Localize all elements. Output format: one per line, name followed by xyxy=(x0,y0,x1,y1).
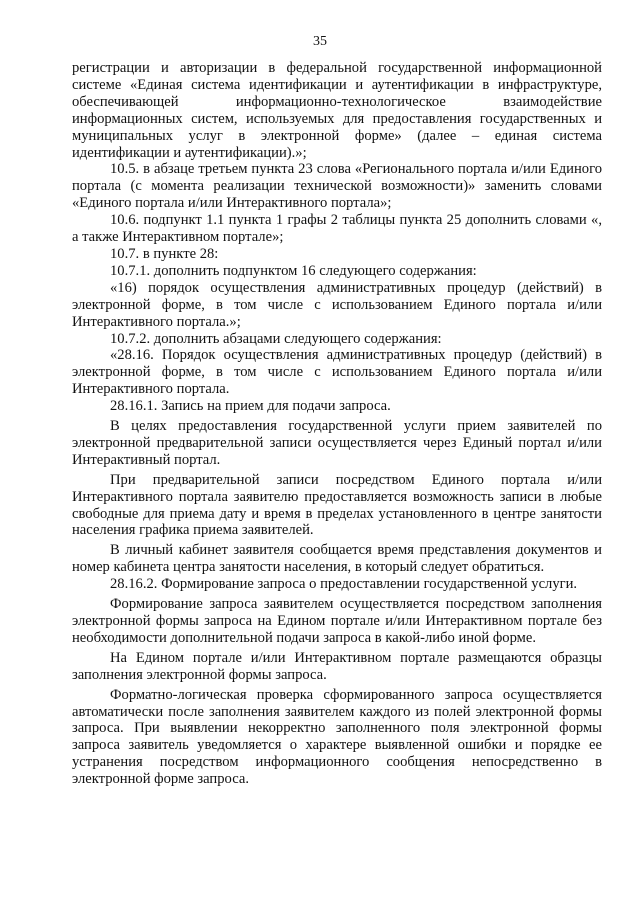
paragraph-10-6: 10.6. подпункт 1.1 пункта 1 графы 2 таблицы пункта 25 дополнить словами «, а также Интерактивном портале»; xyxy=(72,212,602,246)
page-number: 35 xyxy=(313,34,327,49)
paragraph-form-samples: На Едином портале и/или Интерактивном портале размещаются образцы заполнения электронной формы запроса. xyxy=(72,649,602,683)
paragraph-subitem-16: «16) порядок осуществления административных процедур (действий) в электронной форме, в том числе с использованием Единого портала и/или Интерактивного портала.»; xyxy=(72,279,602,330)
paragraph-28-16-2: 28.16.2. Формирование запроса о предоставлении государственной услуги. xyxy=(110,576,578,593)
paragraph-request-formation: Формирование запроса заявителем осуществляется посредством заполнения электронной формы запроса на Едином портале и/или Интерактивном портале без необходимости дополнительной подачи запроса в какой-либо иной форме. xyxy=(72,596,602,646)
paragraph-28-16: «28.16. Порядок осуществления административных процедур (действий) в электронной форме, в том числе с использованием Единого портала и/или Интерактивного портала. xyxy=(72,347,602,398)
paragraph-personal-account: В личный кабинет заявителя сообщается время представления документов и номер кабинета центра занятости населения, в который следует обратиться. xyxy=(72,542,602,576)
paragraph-format-check: Форматно-логическая проверка сформированного запроса осуществляется автоматически после заполнения заявителем каждого из полей электронной формы запроса. При выявлении некорректно заполненного поля электронной формы запроса заявитель уведомляется о характере выявленной ошибки и порядке ее устранения посредством информационного сообщения непосредственно в электронной форме запроса. xyxy=(72,686,602,788)
paragraph-10-7: 10.7. в пункте 28: xyxy=(110,245,219,262)
paragraph-continuation: регистрации и авторизации в федеральной государственной информационной системе «Единая система идентификации и аутентификации в инфраструктуре, обеспечивающей информационно-технологическое взаимодействие информационных систем, используемых для предоставления государственных и муниципальных услуг в электронной форме» (далее – единая система идентификации и аутентификации).»; xyxy=(72,60,602,161)
paragraph-28-16-1: 28.16.1. Запись на прием для подачи запроса. xyxy=(110,398,391,415)
paragraph-electronic-appointment: В целях предоставления государственной услуги прием заявителей по электронной предварительной записи осуществляется через Единый портал и/или Интерактивный портал. xyxy=(72,418,602,468)
paragraph-10-7-2: 10.7.2. дополнить абзацами следующего содержания: xyxy=(110,330,442,347)
paragraph-10-5: 10.5. в абзаце третьем пункта 23 слова «Регионального портала и/или Единого портала (с момента реализации технической возможности)» заменить словами «Единого портала и/или Интерактивного портала»; xyxy=(72,161,602,212)
paragraph-preliminary-record: При предварительной записи посредством Единого портала и/или Интерактивного портала заявителю предоставляется возможность записи в любые свободные для приема дату и время в пределах установленного в центре занятости населения графика приема заявителей. xyxy=(72,471,602,539)
paragraph-10-7-1: 10.7.1. дополнить подпунктом 16 следующего содержания: xyxy=(110,262,477,279)
document-body xyxy=(72,60,602,788)
